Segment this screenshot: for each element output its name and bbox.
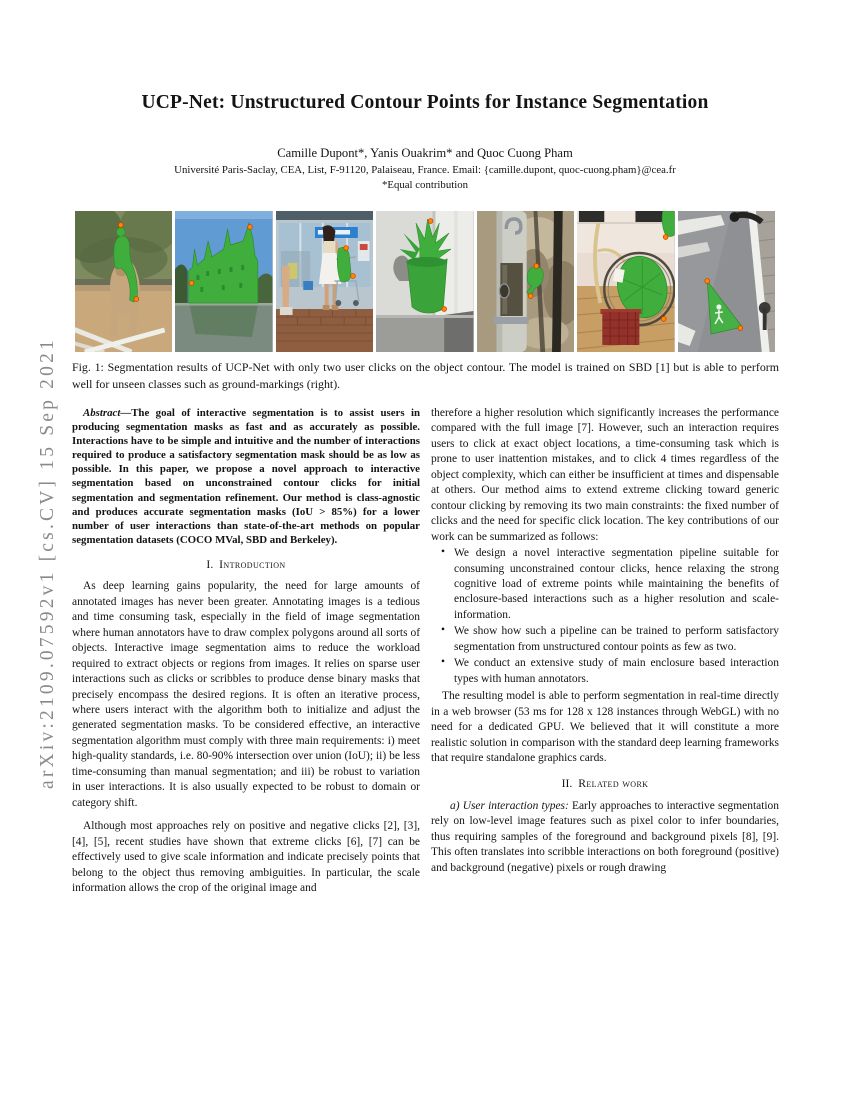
paragraph-a-label: a) User interaction types:: [450, 799, 569, 812]
paper-title: UCP-Net: Unstructured Contour Points for Instance Segmentation: [141, 92, 709, 113]
figure-image-ground-marking: [678, 211, 775, 352]
user-click-dot: [134, 297, 139, 302]
user-click-dot: [344, 246, 349, 251]
figure-image-potted-plant: [376, 211, 473, 352]
user-click-dot: [704, 279, 709, 284]
user-click-dot: [428, 219, 433, 224]
abstract: [72, 406, 420, 547]
authors: Camille Dupont*, Yanis Ouakrim* and Quoc Cuong Pham: [277, 146, 573, 160]
affiliation: Université Paris-Saclay, CEA, List, F-91120, Palaiseau, France. Email: {camille.dupont, quoc-cuong.pham}@cea.fr: [174, 164, 676, 176]
left-column: [72, 406, 420, 896]
contribution-item-2: • We show how such a pipeline can be trained to perform satisfactory segmentation from unstructured contour points as few as two.: [454, 624, 779, 655]
user-click-dot: [738, 326, 743, 331]
section-heading-introduction: I. Introduction: [206, 557, 286, 571]
user-click-dot: [118, 223, 123, 228]
figure-image-horse-rider: [75, 211, 172, 352]
user-click-dot: [442, 307, 447, 312]
user-click-dot: [534, 264, 539, 269]
user-click-dot: [663, 235, 668, 240]
abstract-label: Abstract—: [83, 407, 132, 419]
segmentation-mask: [407, 259, 447, 313]
intro-paragraph-1: As deep learning gains popularity, the need for large amounts of annotated images has never been greater. Annotating images is a tedious and time consuming task, especially in the field of image segmentation where human annotators have to draw complex polygons around all sorts of objects. Interactive image segmentation aims to reduce the workload required to extract objects or regions from images. It relies on sparse user interactions such as clicks or scribbles to produce dense binary masks that precisely encompass the desired regions. It is often an iterative process, where users interact with the algorithm both to initialize and adjust the generated segmentation masks. To be considered effective, an interactive segmentation algorithm must comply with three main requirements: i) meet high-quality standards, i.e. 80-90% intersection over union (IoU); ii) be less time-consuming than manual segmentation; and iii) be robust to variation in user interactions. It is also usually expected to be robust to domain or category shift.: [72, 580, 420, 809]
user-click-dot: [350, 274, 355, 279]
figure-1-image-strip: [75, 211, 775, 352]
contribution-item-1: • We design a novel interactive segmentation pipeline suitable for consuming unconstrained contour clicks, hence relaxing the strong cognitive load of extreme points while maintaining the benefits of enclosure-based interactions such as a higher resolution and scale-information.: [454, 546, 779, 623]
paragraph-a-text: Early approaches to interactive segmentation rely on low-level image features such as pixel color to infer boundaries, thus requiring samples of the foreground and background pixels [8], [9]. This often translates into scribble interactions on both foreground (positive) and background (negative) pixels or rough drawing: [431, 799, 779, 874]
right-column: [431, 406, 779, 876]
user-click-dot: [190, 281, 195, 286]
arxiv-watermark: arXiv:2109.07592v1 [cs.CV] 15 Sep 2021: [37, 337, 58, 789]
related-work-paragraph-a: [431, 799, 779, 876]
figure-image-chateau: [175, 211, 272, 352]
abstract-text: The goal of interactive segmentation is to assist users in producing segmentation masks as fast and as accurately as possible. Interactions have to be simple and intuitive and the number of interactions required to produce a satisfactory segmentation mask should be as low as possible. In this paper, we propose a novel approach to interactive segmentation based on unconstrained contour clicks for initial segmentation and segmentation refinement. Our method is class-agnostic and produces accurate segmentation masks (IoU > 85%) for a lower number of user interactions than state-of-the-art methods on popular segmentation datasets (COCO MVal, SBD and Berkeley).: [72, 407, 420, 546]
user-click-dot: [661, 317, 666, 322]
contribution-item-3: • We conduct an extensive study of main enclosure based interaction types with human annotators.: [454, 656, 779, 687]
user-click-dot: [528, 294, 533, 299]
user-click-dot: [248, 225, 253, 230]
intro-paragraph-2: Although most approaches rely on positive and negative clicks [2], [3], [4], [5], recent studies have shown that extreme clicks [6], [7] can be effectively used to give scale information and indicate precisely points that belong to the object thus removing ambiguities. In particular, the scale information allows the crop of the original image and: [72, 820, 420, 894]
intro-continued-paragraph: therefore a higher resolution which significantly increases the performance compared with the full image [7]. However, such an interaction requires users to click at exact object locations, a time-consuming task which is prone to user inattention mistakes, and to click 4 times regardless of the object complexity, which can either be insufficient at times and dispensable at others. Our method aims to extend extreme clicking toward generic contour clicking by removing its two main constraints: the fixed number of clicks and the need for specific click location. The key contributions of our work can be summarized as follows:: [431, 407, 779, 543]
contributions-list: [431, 546, 779, 687]
figure-image-shopping-cart: [276, 211, 373, 352]
figure-image-bird-on-feeder: [477, 211, 574, 352]
figure-1-caption: Fig. 1: Segmentation results of UCP-Net with only two user clicks on the object contour. The model is trained on SBD [1] but is able to perform well for unseen classes such as ground-markings (right).: [72, 360, 779, 391]
resulting-model-paragraph: The resulting model is able to perform segmentation in real-time directly in a web browser (53 ms for 128 x 128 instances through WebGL) with no need for a dedicated GPU. We believed that it will constitute a more realistic solution in comparison with the standard deep learning frameworks that require standalone graphics cards.: [431, 690, 779, 764]
figure-image-bicycle-wheel-cover: [577, 211, 674, 352]
section-heading-related-work: II. Related work: [561, 777, 649, 791]
equal-contribution-note: *Equal contribution: [381, 179, 469, 191]
